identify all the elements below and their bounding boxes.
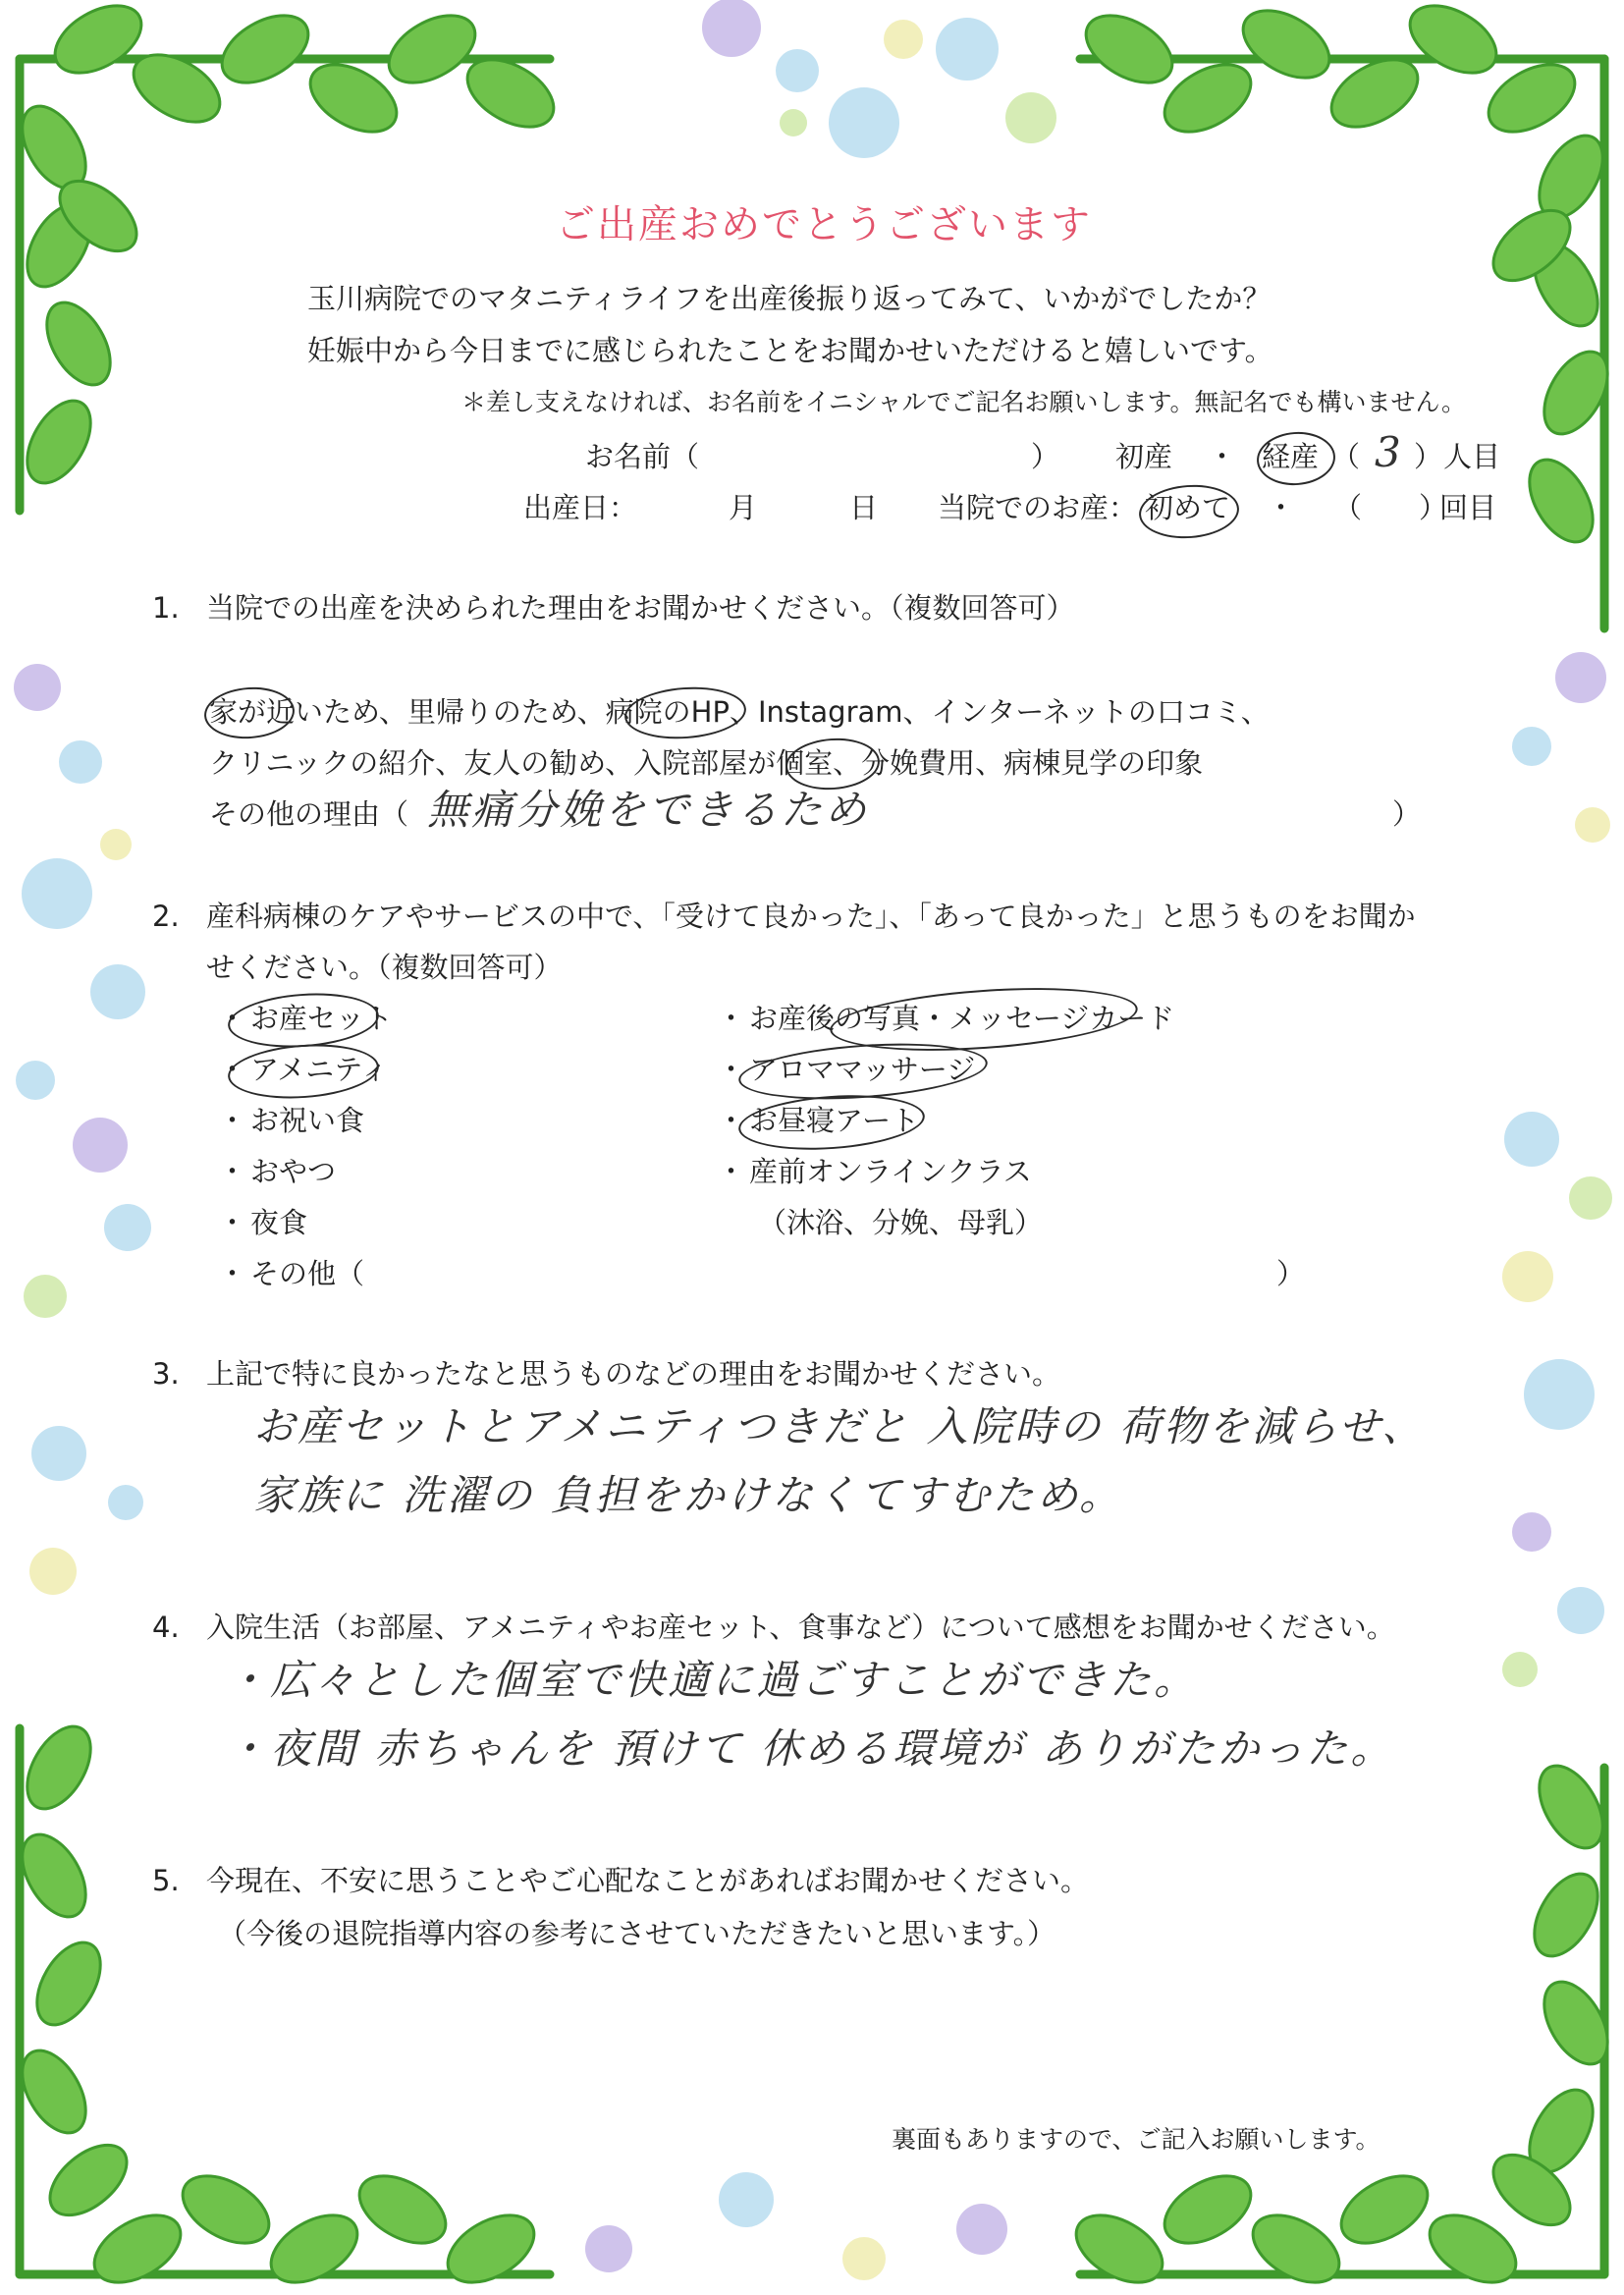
decor-dot	[24, 1275, 67, 1318]
leaf-icon	[82, 2202, 191, 2295]
leaf-icon	[436, 2202, 545, 2295]
decor-dot	[829, 87, 899, 158]
decor-dot	[1557, 1587, 1604, 1634]
q2-other-label: ・ その他（	[218, 1257, 365, 1290]
day-label: 日	[849, 491, 879, 524]
birth-count-close: ）	[1414, 440, 1443, 473]
q2-right-item: ・ お産後の写真・メッセージカード	[717, 1002, 1175, 1035]
leaf-icon	[43, 0, 152, 86]
intro-line-2: 妊娠中から今日までに感じられたことをお聞かせいただけると嬉しいです。	[307, 334, 1273, 367]
leaf-icon	[9, 1824, 98, 1928]
q1-question: 当院での出産を決められた理由をお聞かせください。（複数回答可）	[206, 591, 1075, 625]
multi-birth-circle-mark	[1255, 429, 1337, 487]
leaf-icon	[1516, 2079, 1605, 2183]
birth-count-handwritten: 3	[1375, 428, 1404, 476]
decor-dot	[780, 109, 807, 137]
initials-note: ＊差し支えなければ、お名前をイニシャルでご記名お願いします。無記名でも構いません。	[461, 388, 1467, 416]
birth-count-open: （	[1331, 440, 1361, 473]
q2-left-item: ・ 夜食	[218, 1206, 308, 1239]
decor-dot	[1524, 1359, 1595, 1430]
decor-dot	[1512, 727, 1551, 766]
decor-dot	[104, 1204, 151, 1251]
leaf-icon	[9, 2040, 98, 2144]
decor-dot	[842, 2237, 886, 2280]
leaf-icon	[24, 1932, 113, 2036]
leaf-icon	[37, 2132, 139, 2229]
decor-dot	[59, 740, 102, 784]
decor-dot	[108, 1485, 143, 1520]
decor-dot	[1569, 1176, 1612, 1220]
leaf-icon	[1329, 2162, 1438, 2257]
q2-left-item: ・ おやつ	[218, 1155, 337, 1188]
decor-dot	[22, 858, 92, 929]
leaf-icon	[1064, 2202, 1173, 2295]
q4-answer-line-2: ・夜間 赤ちゃんを 預けて 休める環境が ありがたかった。	[226, 1724, 1395, 1773]
decor-dot	[1575, 807, 1610, 843]
leaf-icon	[1521, 1863, 1610, 1967]
decor-dot	[1555, 652, 1606, 703]
decor-dot	[702, 0, 761, 57]
leaf-icon	[47, 168, 149, 265]
birth-count-unit: 人目	[1443, 440, 1501, 473]
q4-number: 4.	[152, 1611, 180, 1644]
leaf-icon	[298, 51, 407, 145]
q2-right-item: ・ アロママッサージ	[717, 1053, 976, 1086]
leaf-icon	[14, 193, 103, 298]
decor-dot	[884, 20, 923, 59]
leaf-icon	[1516, 449, 1605, 553]
leaf-icon	[1231, 0, 1340, 91]
decor-dot	[1502, 1652, 1538, 1687]
name-close: ）	[1031, 440, 1060, 473]
decor-dot	[1502, 1251, 1553, 1302]
q2-question-line-2: せください。（複数回答可）	[206, 951, 563, 984]
decor-dot	[1504, 1112, 1559, 1167]
leaf-icon	[1320, 46, 1429, 140]
q2-nap-art-circle-mark	[736, 1089, 926, 1155]
decor-dot	[73, 1118, 128, 1173]
decor-dot	[29, 1548, 77, 1595]
q1-number: 1.	[152, 591, 180, 625]
first-birth-option: 初産	[1115, 440, 1173, 473]
q3-question: 上記で特に良かったなと思うものなどの理由をお聞かせください。	[206, 1357, 1061, 1391]
leaf-icon	[210, 2, 319, 96]
decor-dot	[16, 1061, 55, 1100]
q3-answer-line-1: お産セットとアメニティつきだと 入院時の 荷物を減らせ、	[253, 1402, 1427, 1450]
q1-private-room-circle-mark	[784, 736, 881, 793]
q2-class-detail: （沐浴、分娩、母乳）	[758, 1206, 1044, 1239]
decor-dot	[90, 964, 145, 1019]
q2-other-close: ）	[1276, 1257, 1306, 1290]
first-time-option: 初めて	[1145, 491, 1231, 524]
leaf-icon	[1241, 2202, 1350, 2295]
times-unit: 回目	[1439, 491, 1497, 524]
multi-birth-option: 経産	[1262, 440, 1320, 473]
q2-left-item: ・ お祝い食	[218, 1104, 365, 1137]
q5-subnote: （今後の退院指導内容の参考にさせていただきたいと思います。）	[218, 1917, 1056, 1950]
birth-date-label: 出産日：	[523, 491, 638, 524]
hospital-birth-label: 当院でのお産：	[938, 491, 1138, 524]
q5-number: 5.	[152, 1864, 180, 1897]
hospital-birth-separator: ・	[1267, 491, 1296, 524]
leaf-icon	[456, 46, 565, 140]
q3-number: 3.	[152, 1357, 180, 1391]
leaf-icon	[122, 41, 231, 136]
leaf-icon	[1526, 1755, 1615, 1859]
leaf-icon	[33, 292, 123, 396]
name-label: お名前（	[585, 440, 700, 473]
q4-question: 入院生活（お部屋、アメニティやお産セット、食事など）について感想をお聞かせください。	[206, 1611, 1395, 1644]
decor-dot	[14, 664, 61, 711]
decor-dot	[100, 829, 132, 860]
q2-question-line-1: 産科病棟のケアやサービスの中で、「受けて良かった」、「あって良かった」と思うものをお聞か	[206, 900, 1416, 933]
q2-left-item: ・ お産セット	[218, 1002, 394, 1035]
leaf-icon	[1521, 233, 1610, 337]
page-title: ご出産おめでとうございます	[556, 202, 1092, 247]
decor-dot	[936, 18, 999, 81]
leaf-icon	[14, 1716, 103, 1820]
q1-options-line-1: 家が近いため、里帰りのため、病院のHP、Instagram、インターネットの口コミ、	[209, 695, 1270, 729]
leaf-icon	[14, 390, 103, 494]
leaf-icon	[348, 2162, 457, 2257]
decor-dot	[776, 49, 819, 92]
times-blank: （ ）	[1333, 491, 1448, 524]
leaf-icon	[1531, 1971, 1620, 2075]
decor-dot	[31, 1426, 86, 1481]
leaf-icon	[1398, 0, 1507, 86]
q1-hp-circle-mark	[623, 683, 747, 743]
leaf-icon	[1531, 341, 1620, 445]
decor-dot	[1512, 1512, 1551, 1552]
q1-other-label: その他の理由（	[209, 797, 409, 831]
birth-separator: ・	[1208, 440, 1237, 473]
intro-line-1: 玉川病院でのマタニティライフを出産後振り返ってみて、いかがでしたか？	[307, 282, 1272, 315]
decor-dot	[585, 2225, 632, 2272]
q2-left-item: ・ アメニティ	[218, 1053, 389, 1086]
leaf-icon	[1153, 2162, 1262, 2257]
footer-note: 裏面もありますので、ご記入お願いします。	[892, 2125, 1380, 2154]
leaf-icon	[1477, 51, 1586, 145]
leaf-icon	[1153, 51, 1262, 145]
decor-dot	[719, 2172, 774, 2227]
q1-other-close: ）	[1392, 797, 1422, 831]
decor-dot	[956, 2204, 1007, 2255]
decor-dot	[1005, 92, 1056, 143]
leaf-icon	[1074, 2, 1183, 96]
q2-number: 2.	[152, 900, 180, 933]
q1-other-handwritten: 無痛分娩をできるため	[427, 786, 870, 834]
month-label: 月	[729, 491, 758, 524]
leaf-icon	[1481, 197, 1583, 295]
leaf-icon	[1526, 125, 1615, 229]
q5-question: 今現在、不安に思うことやご心配なことがあればお聞かせください。	[206, 1864, 1090, 1897]
q1-options-line-2: クリニックの紹介、友人の勧め、入院部屋が個室、分娩費用、病棟見学の印象	[209, 746, 1204, 780]
leaf-icon	[1481, 2142, 1583, 2239]
q2-birth-set-circle-mark	[226, 989, 380, 1053]
leaf-icon	[377, 2, 486, 96]
q3-answer-line-2: 家族に 洗濯の 負担をかけなくてすむため。	[253, 1471, 1124, 1519]
leaf-icon	[1418, 2202, 1527, 2295]
q2-right-item: ・ 産前オンラインクラス	[717, 1155, 1032, 1188]
q2-amenity-circle-mark	[226, 1040, 380, 1104]
leaf-icon	[171, 2162, 280, 2257]
q1-near-home-circle-mark	[202, 684, 296, 741]
q2-right-item: ・ お昼寝アート	[717, 1104, 920, 1137]
q4-answer-line-1: ・広々とした個室で快適に過ごすことができた。	[226, 1656, 1199, 1704]
leaf-icon	[259, 2202, 368, 2295]
leaf-icon	[9, 95, 98, 199]
